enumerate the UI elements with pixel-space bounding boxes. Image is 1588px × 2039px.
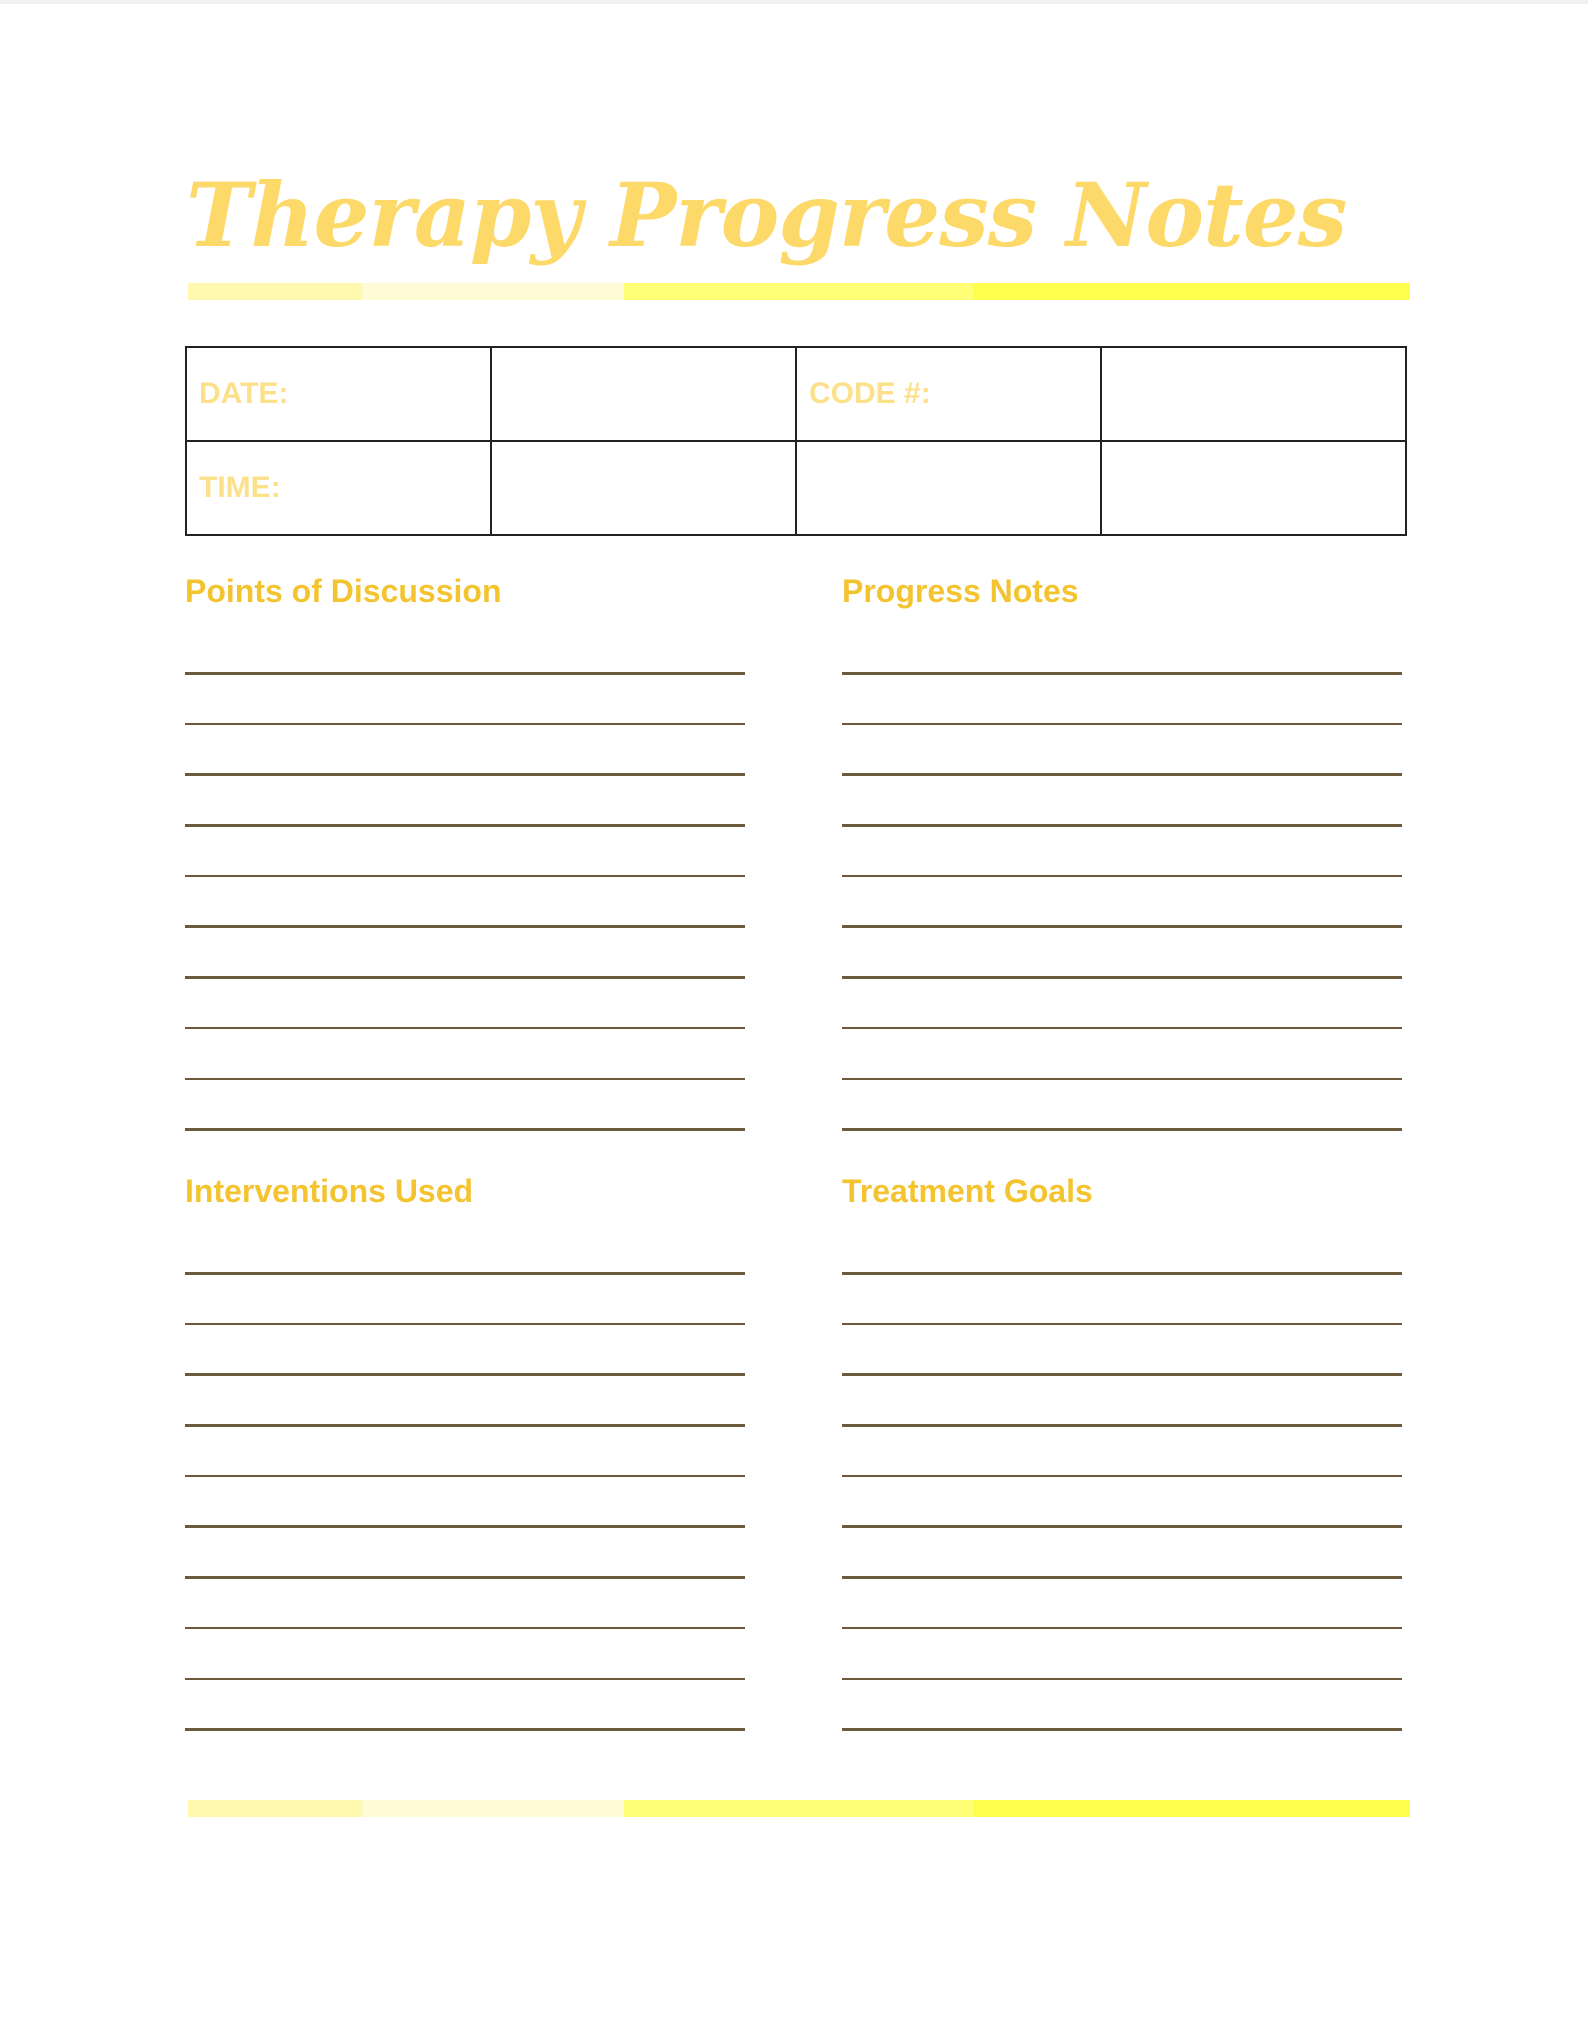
time-label: TIME: <box>186 441 491 535</box>
writing-line[interactable] <box>185 1373 745 1376</box>
writing-line[interactable] <box>842 1373 1402 1376</box>
writing-lines[interactable] <box>842 1272 1402 1779</box>
band-segment <box>362 1800 624 1817</box>
writing-line[interactable] <box>842 824 1402 827</box>
writing-line[interactable] <box>185 925 745 928</box>
time-field[interactable] <box>491 441 796 535</box>
band-segment <box>624 1800 973 1817</box>
writing-line[interactable] <box>185 1128 745 1131</box>
writing-line[interactable] <box>842 1424 1402 1427</box>
section-treatment-goals <box>842 1167 1402 1215</box>
section-points-of-discussion <box>185 567 745 615</box>
page-top-edge <box>0 0 1588 4</box>
section-heading: Treatment Goals <box>842 1173 1093 1209</box>
section-heading: Interventions Used <box>185 1173 474 1209</box>
writing-line[interactable] <box>842 1576 1402 1579</box>
writing-line[interactable] <box>185 1078 745 1081</box>
decorative-color-band-top <box>188 283 1410 300</box>
writing-line[interactable] <box>842 1027 1402 1030</box>
writing-lines[interactable] <box>842 672 1402 1179</box>
writing-line[interactable] <box>185 773 745 776</box>
extra-field[interactable] <box>1101 441 1406 535</box>
section-interventions-used <box>185 1167 745 1215</box>
writing-lines[interactable] <box>185 1272 745 1779</box>
writing-line[interactable] <box>842 1627 1402 1630</box>
writing-line[interactable] <box>185 1424 745 1427</box>
writing-line[interactable] <box>842 672 1402 675</box>
code-field[interactable] <box>1101 347 1406 441</box>
page-title: Therapy Progress Notes <box>186 163 1347 267</box>
band-segment <box>973 283 1410 300</box>
writing-line[interactable] <box>842 1678 1402 1681</box>
writing-line[interactable] <box>185 824 745 827</box>
writing-line[interactable] <box>185 1323 745 1326</box>
writing-line[interactable] <box>185 1627 745 1630</box>
band-segment <box>188 283 362 300</box>
writing-line[interactable] <box>185 976 745 979</box>
writing-line[interactable] <box>842 1272 1402 1275</box>
writing-line[interactable] <box>185 723 745 726</box>
writing-line[interactable] <box>842 925 1402 928</box>
extra-field[interactable] <box>796 441 1101 535</box>
band-segment <box>362 283 624 300</box>
band-segment <box>624 283 973 300</box>
band-segment <box>973 1800 1410 1817</box>
writing-line[interactable] <box>842 875 1402 878</box>
writing-lines[interactable] <box>185 672 745 1179</box>
section-progress-notes <box>842 567 1402 615</box>
session-info-table <box>185 346 1407 536</box>
writing-line[interactable] <box>185 672 745 675</box>
writing-line[interactable] <box>842 1728 1402 1731</box>
writing-line[interactable] <box>185 1475 745 1478</box>
writing-line[interactable] <box>842 1475 1402 1478</box>
decorative-color-band-bottom <box>188 1800 1410 1817</box>
writing-line[interactable] <box>185 1678 745 1681</box>
date-field[interactable] <box>491 347 796 441</box>
writing-line[interactable] <box>185 1525 745 1528</box>
writing-line[interactable] <box>842 1128 1402 1131</box>
date-label: DATE: <box>186 347 491 441</box>
writing-line[interactable] <box>842 1078 1402 1081</box>
writing-line[interactable] <box>185 875 745 878</box>
writing-line[interactable] <box>185 1728 745 1731</box>
code-label: CODE #: <box>796 347 1101 441</box>
writing-line[interactable] <box>185 1272 745 1275</box>
section-heading: Points of Discussion <box>185 573 502 609</box>
table-row <box>186 441 1406 535</box>
table-row <box>186 347 1406 441</box>
writing-line[interactable] <box>185 1576 745 1579</box>
writing-line[interactable] <box>842 976 1402 979</box>
writing-line[interactable] <box>842 773 1402 776</box>
writing-line[interactable] <box>842 1525 1402 1528</box>
section-heading: Progress Notes <box>842 573 1079 609</box>
writing-line[interactable] <box>842 1323 1402 1326</box>
writing-line[interactable] <box>842 723 1402 726</box>
writing-line[interactable] <box>185 1027 745 1030</box>
band-segment <box>188 1800 362 1817</box>
